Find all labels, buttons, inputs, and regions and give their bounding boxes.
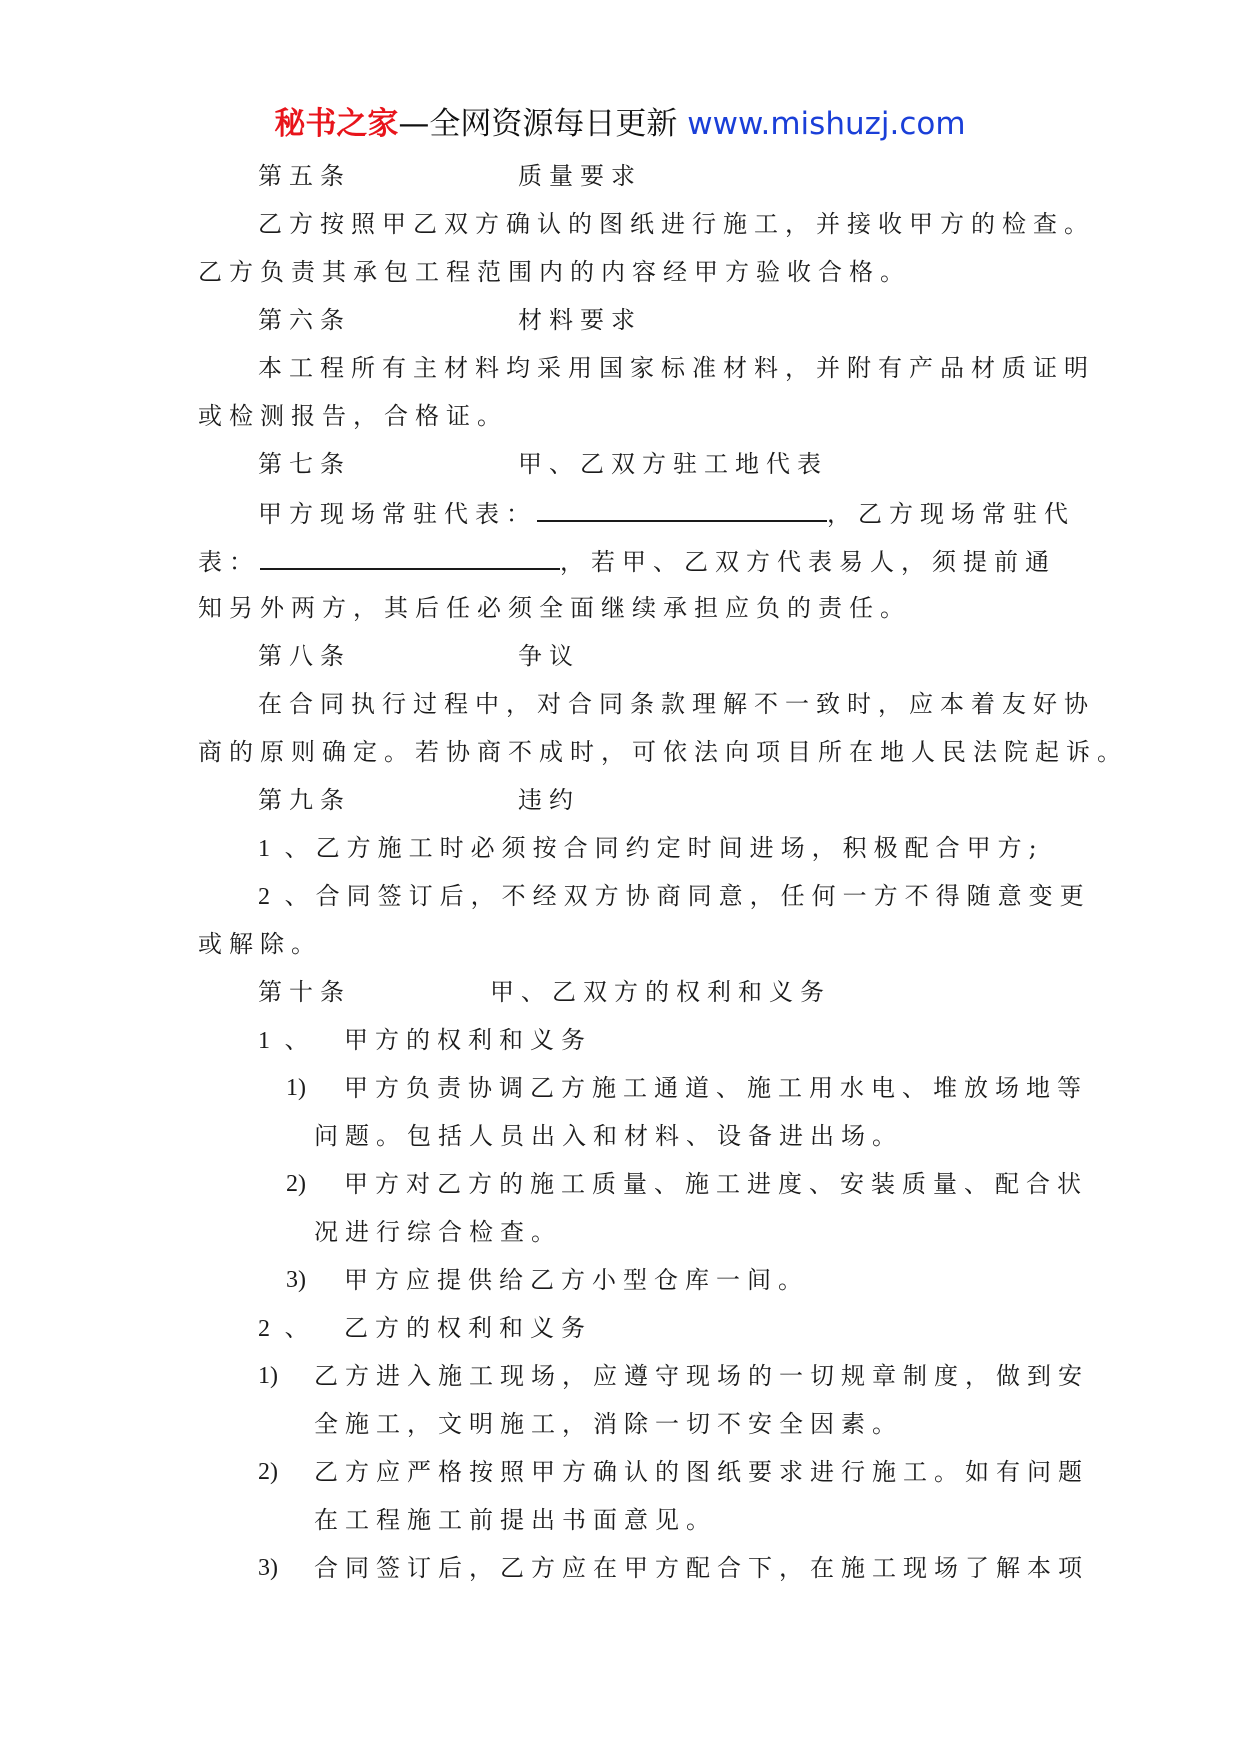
section-1-number: 1 、	[258, 1026, 316, 1054]
article-6-paragraph-line-1: 本工程所有主材料均采用国家标准材料，并附有产品材质证明	[258, 354, 1095, 382]
page-header	[0, 100, 1240, 148]
party-b-rep-label: ，乙方现场常驻代	[827, 500, 1075, 528]
header-slogan: —全网资源每日更新	[398, 106, 678, 142]
article-5-title: 第五条	[258, 162, 351, 190]
article-6-heading: 材料要求	[518, 306, 642, 334]
article-9-item-2	[258, 878, 1091, 915]
sub-item-b2-text: 乙方应严格按照甲方确认的图纸要求进行施工。如有问题	[314, 1458, 1089, 1486]
sub-item-a1-text: 甲方负责协调乙方施工通道、施工用水电、堆放场地等	[344, 1074, 1088, 1102]
brand-name: 秘书之家	[274, 106, 399, 142]
article-6-title: 第六条	[258, 306, 351, 334]
sub-item-b1-cont: 全施工，文明施工，消除一切不安全因素。	[314, 1410, 903, 1438]
article-8-title: 第八条	[258, 642, 351, 670]
article-7-title: 第七条	[258, 450, 351, 478]
article-7-line-2-text: ，若甲、乙双方代表易人，须提前通	[560, 548, 1056, 576]
sub-item-b1-text: 乙方进入施工现场，应遵守现场的一切规章制度，做到安	[314, 1362, 1089, 1390]
article-7-line-1	[258, 494, 1075, 532]
sub-item-a3-number: 3)	[286, 1267, 306, 1293]
party-a-rep-label: 甲方现场常驻代表：	[258, 500, 537, 528]
article-10-heading: 甲、乙双方的权利和义务	[490, 978, 831, 1006]
item-number: 1	[258, 836, 270, 862]
sub-item-a2-text: 甲方对乙方的施工质量、施工进度、安装质量、配合状	[344, 1170, 1088, 1198]
article-8-paragraph-line-1: 在合同执行过程中，对合同条款理解不一致时，应本着友好协	[258, 690, 1095, 718]
sub-item-b3-text: 合同签订后，乙方应在甲方配合下，在施工现场了解本项	[314, 1554, 1089, 1582]
article-7-line-2	[198, 542, 1056, 580]
article-6-paragraph-line-2: 或检测报告，合格证。	[198, 402, 508, 430]
article-5-paragraph-line-1: 乙方按照甲乙双方确认的图纸进行施工，并接收甲方的检查。	[258, 210, 1095, 238]
item-text: 、合同签订后，不经双方协商同意，任何一方不得随意变更	[284, 882, 1091, 910]
party-b-rep-blank[interactable]	[260, 542, 560, 570]
section-1-title: 甲方的权利和义务	[344, 1026, 592, 1054]
article-8-heading: 争议	[518, 642, 580, 670]
article-10-title: 第十条	[258, 978, 351, 1006]
article-8-paragraph-line-2: 商的原则确定。若协商不成时，可依法向项目所在地人民法院起诉。	[198, 738, 1128, 766]
sub-item-b1-number: 1)	[258, 1363, 278, 1389]
sub-item-a3-text: 甲方应提供给乙方小型仓库一间。	[344, 1266, 809, 1294]
article-5-heading: 质量要求	[518, 162, 642, 190]
party-a-rep-blank[interactable]	[537, 494, 827, 522]
article-9-item-1	[258, 830, 1044, 867]
section-2-number: 2 、	[258, 1314, 316, 1342]
article-5-paragraph-line-2: 乙方负责其承包工程范围内的内容经甲方验收合格。	[198, 258, 911, 286]
sub-item-b2-number: 2)	[258, 1459, 278, 1485]
sub-item-a1-number: 1)	[286, 1075, 306, 1101]
article-9-title: 第九条	[258, 786, 351, 814]
sub-item-b3-number: 3)	[258, 1555, 278, 1581]
sub-item-a2-cont: 况进行综合检查。	[314, 1218, 562, 1246]
sub-item-a2-number: 2)	[286, 1171, 306, 1197]
sub-item-b2-cont: 在工程施工前提出书面意见。	[314, 1506, 717, 1534]
section-2-title: 乙方的权利和义务	[344, 1314, 592, 1342]
item-number: 2	[258, 884, 270, 910]
article-9-item-2-cont: 或解除。	[198, 930, 322, 958]
sub-item-a1-cont: 问题。包括人员出入和材料、设备进出场。	[314, 1122, 903, 1150]
item-text: 、乙方施工时必须按合同约定时间进场，积极配合甲方;	[284, 834, 1044, 862]
article-9-heading: 违约	[518, 786, 580, 814]
article-7-heading: 甲、乙双方驻工地代表	[518, 450, 828, 478]
article-7-line-3: 知另外两方，其后任必须全面继续承担应负的责任。	[198, 594, 911, 622]
site-url[interactable]: www.mishuzj.com	[687, 106, 966, 142]
party-b-rep-label-cont: 表：	[198, 548, 260, 576]
